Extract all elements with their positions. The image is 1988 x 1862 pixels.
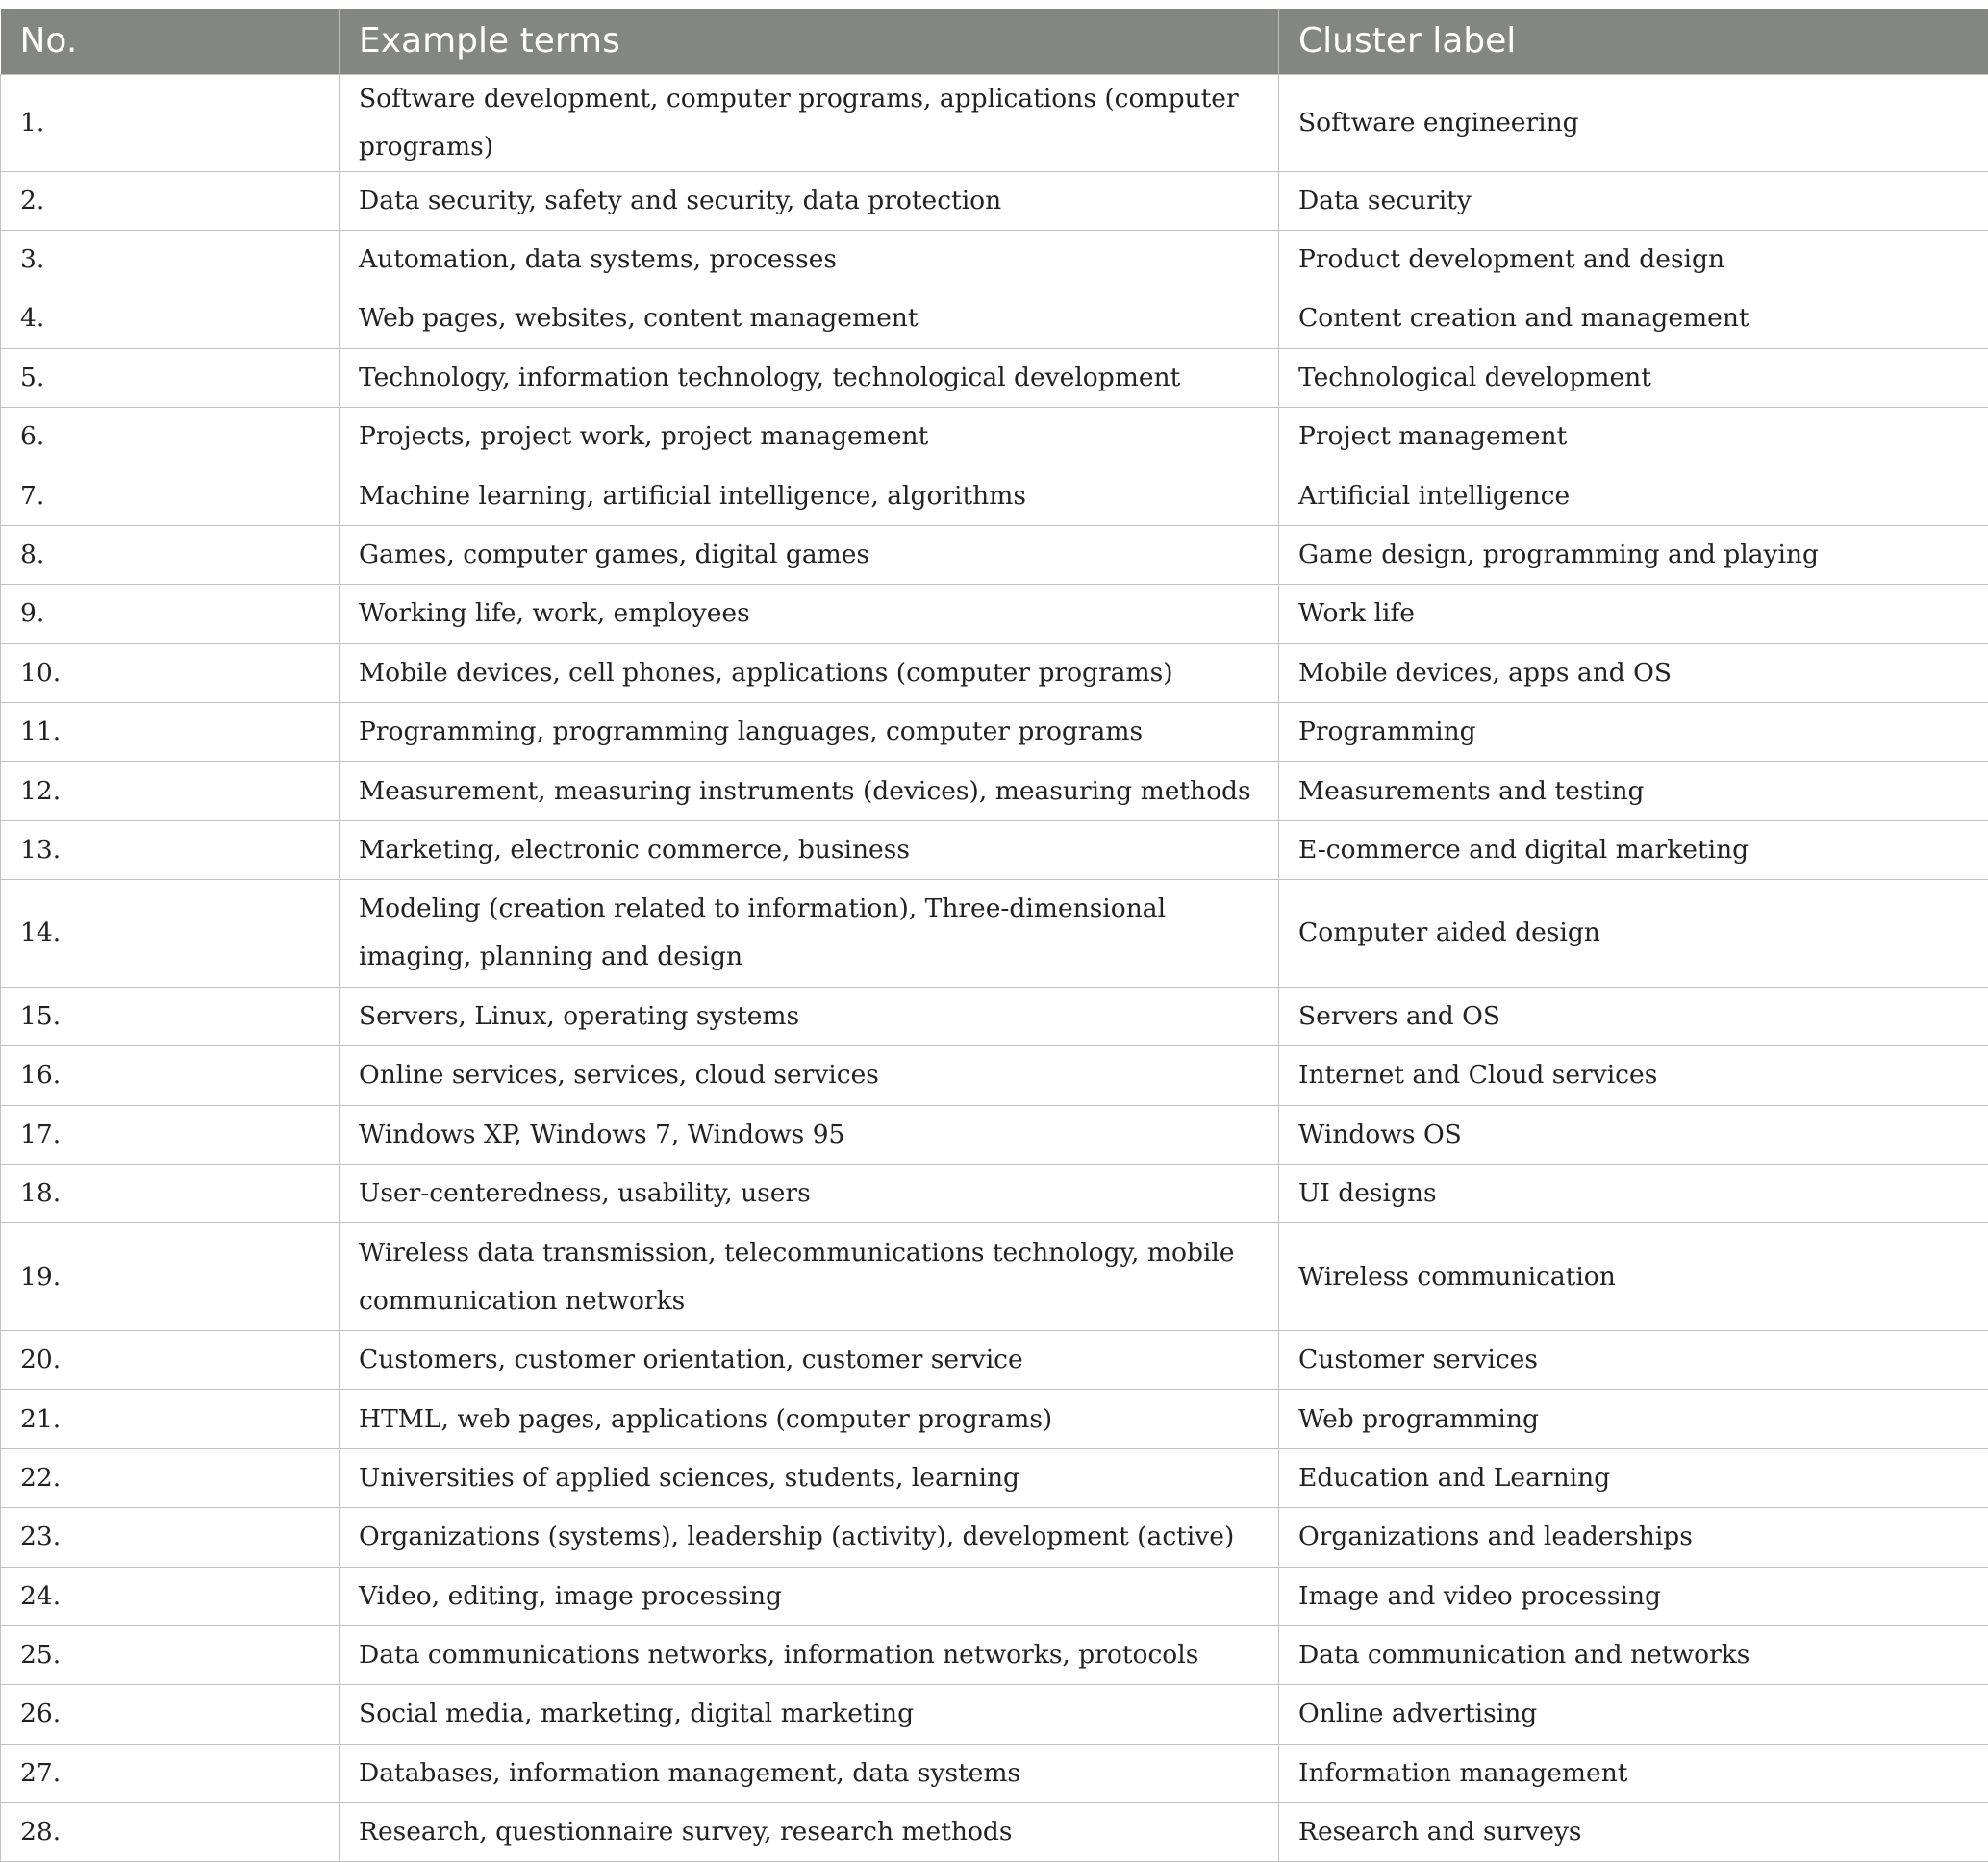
example-terms-cell: Video, editing, image processing	[340, 1567, 1279, 1625]
table-row	[1, 289, 1988, 348]
table-row	[1, 171, 1988, 230]
row-number: 19.	[1, 1223, 340, 1331]
table-row	[1, 1223, 1988, 1331]
row-number: 9.	[1, 585, 340, 643]
cluster-label-cell: UI designs	[1279, 1164, 1988, 1222]
example-terms-cell: Software development, computer programs, applications (computer programs)	[340, 74, 1279, 171]
row-number: 28.	[1, 1803, 340, 1862]
example-terms-cell: Machine learning, artificial intelligence, algorithms	[340, 466, 1279, 525]
cluster-label-cell: Mobile devices, apps and OS	[1279, 643, 1988, 702]
cluster-label-cell: Project management	[1279, 408, 1988, 466]
table-row	[1, 1105, 1988, 1164]
table-header	[1, 9, 1988, 74]
row-number: 3.	[1, 230, 340, 289]
row-number: 23.	[1, 1508, 340, 1567]
example-terms-cell: Windows XP, Windows 7, Windows 95	[340, 1105, 1279, 1164]
example-terms-cell: Programming, programming languages, computer programs	[340, 703, 1279, 762]
cluster-label-cell: Game design, programming and playing	[1279, 525, 1988, 584]
cluster-label-cell: Internet and Cloud services	[1279, 1046, 1988, 1105]
table-row	[1, 585, 1988, 643]
row-number: 12.	[1, 762, 340, 820]
example-terms-cell: Data security, safety and security, data protection	[340, 171, 1279, 230]
table-row	[1, 1330, 1988, 1389]
row-number: 8.	[1, 525, 340, 584]
table-row	[1, 1744, 1988, 1802]
row-number: 22.	[1, 1448, 340, 1507]
example-terms-cell: Organizations (systems), leadership (activity), development (active)	[340, 1508, 1279, 1567]
cluster-label-cell: Measurements and testing	[1279, 762, 1988, 820]
cluster-label-cell: Research and surveys	[1279, 1803, 1988, 1862]
example-terms-cell: Measurement, measuring instruments (devices), measuring methods	[340, 762, 1279, 820]
example-terms-cell: Web pages, websites, content management	[340, 289, 1279, 348]
example-terms-cell: Servers, Linux, operating systems	[340, 987, 1279, 1045]
example-terms-cell: Data communications networks, information networks, protocols	[340, 1625, 1279, 1684]
table-row	[1, 1685, 1988, 1744]
table-row	[1, 703, 1988, 762]
table-row	[1, 348, 1988, 407]
cluster-label-cell: Servers and OS	[1279, 987, 1988, 1045]
example-terms-cell: Modeling (creation related to information), Three-dimensional imaging, planning and design	[340, 880, 1279, 988]
example-terms-cell: Wireless data transmission, telecommunications technology, mobile communication networks	[340, 1223, 1279, 1331]
row-number: 5.	[1, 348, 340, 407]
row-number: 18.	[1, 1164, 340, 1222]
table-row	[1, 762, 1988, 820]
row-number: 10.	[1, 643, 340, 702]
cluster-label-cell: Computer aided design	[1279, 880, 1988, 988]
row-number: 11.	[1, 703, 340, 762]
row-number: 13.	[1, 820, 340, 879]
table-row	[1, 466, 1988, 525]
row-number: 1.	[1, 74, 340, 171]
row-number: 6.	[1, 408, 340, 466]
example-terms-cell: Automation, data systems, processes	[340, 230, 1279, 289]
cluster-label-cell: Education and Learning	[1279, 1448, 1988, 1507]
cluster-label-cell: Web programming	[1279, 1390, 1988, 1448]
cluster-label-cell: Technological development	[1279, 348, 1988, 407]
table-row	[1, 987, 1988, 1045]
cluster-label-cell: Data communication and networks	[1279, 1625, 1988, 1684]
example-terms-cell: Online services, services, cloud services	[340, 1046, 1279, 1105]
cluster-label-cell: Software engineering	[1279, 74, 1988, 171]
cluster-label-cell: Organizations and leaderships	[1279, 1508, 1988, 1567]
table-row	[1, 1803, 1988, 1862]
table-row	[1, 1390, 1988, 1448]
row-number: 14.	[1, 880, 340, 988]
cluster-label-cell: Online advertising	[1279, 1685, 1988, 1744]
cluster-label-cell: E-commerce and digital marketing	[1279, 820, 1988, 879]
cluster-label-cell: Content creation and management	[1279, 289, 1988, 348]
row-number: 15.	[1, 987, 340, 1045]
cluster-label-cell: Product development and design	[1279, 230, 1988, 289]
row-number: 26.	[1, 1685, 340, 1744]
row-number: 21.	[1, 1390, 340, 1448]
example-terms-cell: Projects, project work, project management	[340, 408, 1279, 466]
table-body	[1, 74, 1988, 1862]
cluster-label-cell: Information management	[1279, 1744, 1988, 1802]
table-row	[1, 230, 1988, 289]
cluster-label-cell: Wireless communication	[1279, 1223, 1988, 1331]
row-number: 7.	[1, 466, 340, 525]
table-row	[1, 525, 1988, 584]
row-number: 16.	[1, 1046, 340, 1105]
row-number: 2.	[1, 171, 340, 230]
table-row	[1, 74, 1988, 171]
cluster-label-cell: Data security	[1279, 171, 1988, 230]
cluster-table-container	[0, 9, 1988, 1862]
example-terms-cell: Games, computer games, digital games	[340, 525, 1279, 584]
cluster-label-cell: Windows OS	[1279, 1105, 1988, 1164]
table-row	[1, 408, 1988, 466]
header-example-terms: Example terms	[340, 9, 1279, 74]
cluster-label-cell: Work life	[1279, 585, 1988, 643]
row-number: 24.	[1, 1567, 340, 1625]
header-row	[1, 9, 1988, 74]
row-number: 4.	[1, 289, 340, 348]
header-no: No.	[1, 9, 340, 74]
example-terms-cell: Customers, customer orientation, customer service	[340, 1330, 1279, 1389]
example-terms-cell: Universities of applied sciences, students, learning	[340, 1448, 1279, 1507]
table-row	[1, 1508, 1988, 1567]
header-cluster-label: Cluster label	[1279, 9, 1988, 74]
example-terms-cell: Technology, information technology, technological development	[340, 348, 1279, 407]
example-terms-cell: User-centeredness, usability, users	[340, 1164, 1279, 1222]
example-terms-cell: Mobile devices, cell phones, applications (computer programs)	[340, 643, 1279, 702]
table-row	[1, 880, 1988, 988]
row-number: 27.	[1, 1744, 340, 1802]
cluster-label-cell: Programming	[1279, 703, 1988, 762]
table-row	[1, 643, 1988, 702]
row-number: 17.	[1, 1105, 340, 1164]
table-row	[1, 1567, 1988, 1625]
example-terms-cell: Research, questionnaire survey, research methods	[340, 1803, 1279, 1862]
cluster-table	[0, 9, 1988, 1862]
table-row	[1, 820, 1988, 879]
table-row	[1, 1164, 1988, 1222]
cluster-label-cell: Image and video processing	[1279, 1567, 1988, 1625]
row-number: 25.	[1, 1625, 340, 1684]
table-row	[1, 1448, 1988, 1507]
table-row	[1, 1046, 1988, 1105]
cluster-label-cell: Customer services	[1279, 1330, 1988, 1389]
table-row	[1, 1625, 1988, 1684]
example-terms-cell: Social media, marketing, digital marketing	[340, 1685, 1279, 1744]
example-terms-cell: HTML, web pages, applications (computer programs)	[340, 1390, 1279, 1448]
example-terms-cell: Databases, information management, data systems	[340, 1744, 1279, 1802]
cluster-label-cell: Artificial intelligence	[1279, 466, 1988, 525]
row-number: 20.	[1, 1330, 340, 1389]
example-terms-cell: Working life, work, employees	[340, 585, 1279, 643]
example-terms-cell: Marketing, electronic commerce, business	[340, 820, 1279, 879]
